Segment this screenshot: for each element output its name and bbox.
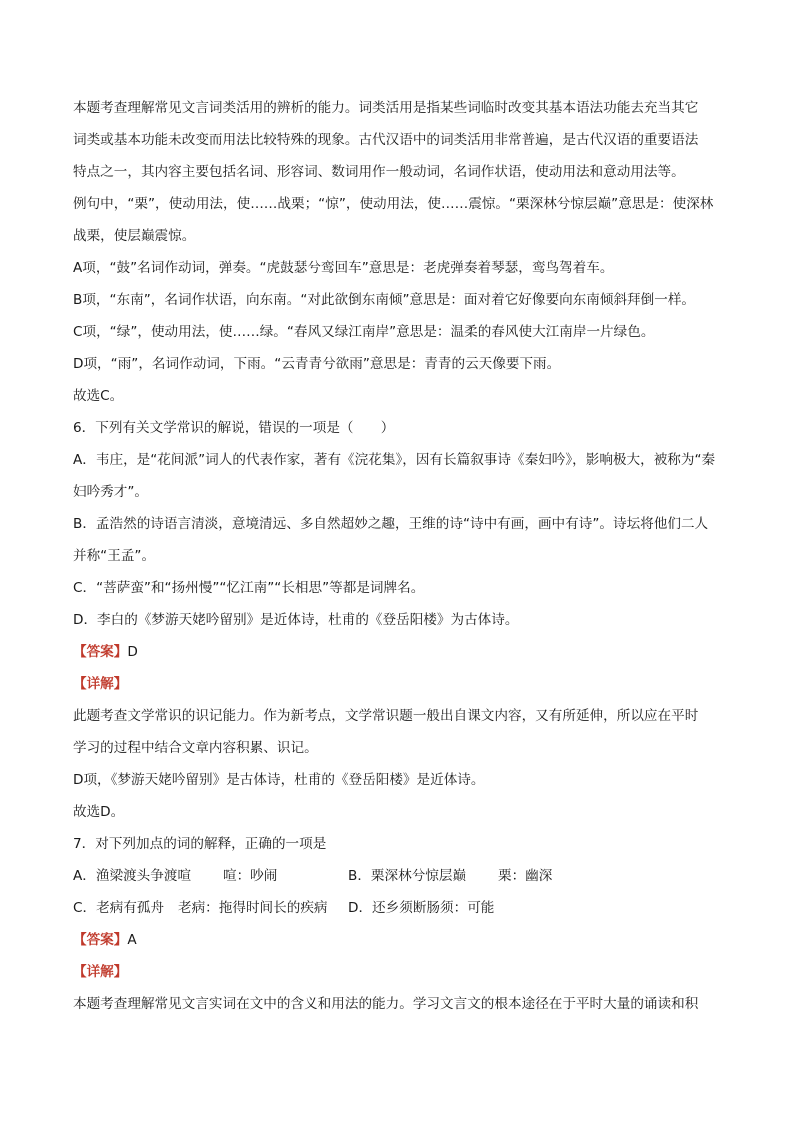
question-7-detail-heading [73, 962, 723, 982]
question-7-option-d: D．还乡须断肠须：可能 [348, 900, 495, 916]
question-7-option-b: B．栗深林兮惊层巅 [348, 868, 467, 884]
option-analysis-a: A项，“鼓”名词作动词，弹奏。“虎鼓瑟兮鸾回车”意思是：老虎弹奏着琴瑟，鸾鸟驾着车。 [73, 260, 614, 276]
answer-label: 【答案】 [73, 932, 128, 948]
question-7-option-a-gloss: 喧：吵闹 [223, 868, 278, 884]
detail-label: 【详解】 [73, 964, 128, 980]
question-7-stem: 7．对下列加点的词的解释，正确的一项是 [73, 836, 327, 852]
conclusion: 故选C。 [73, 388, 124, 404]
question-7-detail-line: 本题考查理解常见文言实词在文中的含义和用法的能力。学习文言文的根本途径在于平时大量的诵读和积 [73, 996, 699, 1012]
question-7-options-cd [73, 898, 723, 918]
explanation-line: 战栗，使层巅震惊。 [73, 228, 196, 244]
question-6-option-b: B．孟浩然的诗语言清淡，意境清远、多自然超妙之趣，王维的诗“诗中有画，画中有诗”。诗坛将他们二人 [73, 516, 709, 532]
explanation-line: 本题考查理解常见文言词类活用的辨析的能力。词类活用是指某些词临时改变其基本语法功能去充当其它 [73, 100, 699, 116]
question-6-option-a: A．韦庄，是“花间派”词人的代表作家，著有《浣花集》，因有长篇叙事诗《秦妇吟》，影响极大，被称为“秦 [73, 452, 716, 468]
question-6-option-c: C．“菩萨蛮”和“扬州慢”“忆江南”“长相思”等都是词牌名。 [73, 580, 425, 596]
question-7-options-ab [73, 866, 723, 886]
option-analysis-d: D项，“雨”，名词作动词，下雨。“云青青兮欲雨”意思是：青青的云天像要下雨。 [73, 356, 561, 372]
question-7-option-c: C．老病有孤舟 [73, 900, 165, 916]
question-6-detail-line: D项，《梦游天姥吟留别》是古体诗，杜甫的《登岳阳楼》是近体诗。 [73, 772, 485, 788]
question-7-option-c-gloss: 老病：拖得时间长的疾病 [178, 900, 328, 916]
answer-value: A [127, 932, 137, 948]
detail-label: 【详解】 [73, 676, 128, 692]
question-6-option-a-cont: 妇吟秀才”。 [73, 484, 149, 500]
answer-label: 【答案】 [73, 644, 128, 660]
question-6-option-b-cont: 并称“王孟”。 [73, 548, 156, 564]
question-6-detail-line: 学习的过程中结合文章内容积累、识记。 [73, 740, 318, 756]
document-body [73, 98, 723, 1026]
option-analysis-b: B项，“东南”，名词作状语，向东南。“对此欲倒东南倾”意思是：面对着它好像要向东南倾斜拜倒一样。 [73, 292, 696, 308]
question-7-answer [73, 930, 723, 950]
explanation-line: 例句中，“栗”，使动用法，使……战栗；“惊”，使动用法，使……震惊。“栗深林兮惊层巅”意思是：使深林 [73, 196, 714, 212]
question-6-conclusion: 故选D。 [73, 804, 125, 820]
question-6-answer [73, 642, 723, 662]
question-7-option-a: A．渔梁渡头争渡喧 [73, 868, 192, 884]
question-6-stem: 6．下列有关文学常识的解说，错误的一项是（ ） [73, 420, 395, 436]
explanation-line: 词类或基本功能未改变而用法比较特殊的现象。古代汉语中的词类活用非常普遍，是古代汉语的重要语法 [73, 132, 699, 148]
option-analysis-c: C项，“绿”，使动用法，使……绿。“春风又绿江南岸”意思是：温柔的春风使大江南岸一片绿色。 [73, 324, 655, 340]
question-6-detail-line: 此题考查文学常识的识记能力。作为新考点，文学常识题一般出自课文内容，又有所延伸，所以应在平时 [73, 708, 699, 724]
answer-value: D [127, 644, 138, 660]
question-7-option-b-gloss: 栗：幽深 [498, 868, 553, 884]
question-6-option-d: D．李白的《梦游天姥吟留别》是近体诗，杜甫的《登岳阳楼》为古体诗。 [73, 612, 519, 628]
question-6-detail-heading [73, 674, 723, 694]
explanation-line: 特点之一，其内容主要包括名词、形容词、数词用作一般动词，名词作状语，使动用法和意动用法等。 [73, 164, 685, 180]
